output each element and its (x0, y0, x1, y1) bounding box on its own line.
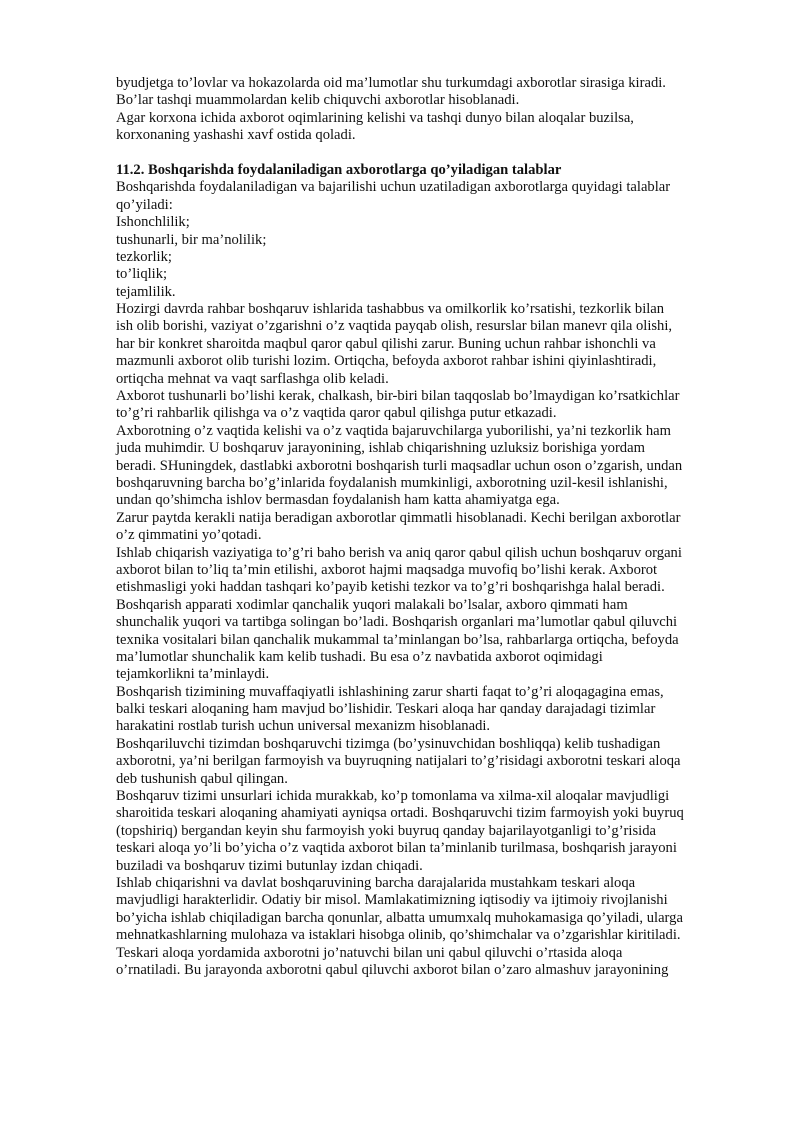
text-line: axborotni, ya’ni berilgan farmoyish va buyruqning natijalari to’g’risidagi axborotni teskari aloqa (116, 753, 681, 770)
text-line: juda muhimdir. U boshqaruv jarayonining, ishlab chiqarishning uzluksiz borishiga yordam (116, 440, 645, 457)
text-line: Axborot tushunarli bo’lishi kerak, chalkash, bir-biri bilan taqqoslab bo’lmaydigan ko’rsatkichlar (116, 388, 680, 405)
text-line: Teskari aloqa yordamida axborotni jo’natuvchi bilan uni qabul qiluvchi o’rtasida aloqa (116, 944, 623, 961)
requirement-item: Ishonchlilik; (116, 214, 190, 231)
text-line: texnika vositalari bilan qanchalik mukammal ta’minlangan bo’lsa, rahbarlarga ortiqcha, befoyda (116, 631, 679, 648)
text-line: Zarur paytda kerakli natija beradigan axborotlar qimmatli hisoblanadi. Kechi berilgan axborotlar (116, 509, 681, 526)
text-line: Boshqarish apparati xodimlar qanchalik yuqori malakali bo’lsalar, axboro qimmati ham (116, 596, 628, 613)
document-page (116, 75, 792, 997)
text-line: undan qo’shimcha ishlov bermasdan foydalanish ham katta ahamiyatga ega. (116, 492, 560, 509)
text-line: tejamkorlikni ta’minlaydi. (116, 666, 270, 683)
text-line: etishmasligi yoki haddan tashqari ko’payib ketishi tezkor va to’g’ri boshqarishga halal beradi. (116, 579, 665, 596)
text-line: har bir konkret sharoitda maqbul qaror qabul qilishi zarur. Buning uchun rahbar ishonchli va (116, 335, 656, 352)
text-line: axborot bilan to’liq ta’min etilishi, axborot hajmi maqsadga muvofiq bo’lishi kerak. Axborot (116, 561, 658, 578)
requirement-item: tejamlilik. (116, 283, 176, 300)
text-line: mehnatkashlarning mulohaza va istaklari hisobga olinib, qo’shimchalar va o’zgarishlar kiritiladi. (116, 927, 681, 944)
text-line: teskari aloqa yo’li bo’yicha o’z vaqtida axborot bilan ta’minlanib turilmasa, boshqarish jarayoni (116, 840, 677, 857)
text-line: byudjetga to’lovlar va hokazolarda oid ma’lumotlar shu turkumdagi axborotlar sirasiga kiradi. (116, 75, 666, 91)
blank-line (116, 145, 792, 162)
text-line: shunchalik yuqori va tartibga solingan bo’ladi. Boshqarish organlari ma’lumotlar qabul qiluvchi (116, 614, 678, 631)
text-line: sharoitida teskari aloqaning ahamiyati ayniqsa ortadi. Boshqaruvchi tizim farmoyish yoki buyruq (116, 805, 684, 822)
text-line: Axborotning o’z vaqtida kelishi va o’z vaqtida bajaruvchilarga yuborilishi, ya’ni tezkorlik ham (116, 422, 671, 439)
text-line: Hozirgi davrda rahbar boshqaruv ishlarida tashabbus va omilkorlik ko’rsatishi, tezkorlik bilan (116, 301, 665, 318)
section-heading: 11.2. Boshqarishda foydalaniladigan axborotlarga qo’yiladigan talablar (116, 161, 562, 178)
text-line: qo’yiladi: (116, 196, 173, 213)
text-line: mazmunli axborot olib turishi lozim. Ortiqcha, befoyda axborot rahbar ishini qiyinlashtiradi, (116, 353, 657, 370)
text-line: boshqaruvning barcha bo’g’inlarida foydalanish mumkinligi, axborotning uzil-kesil ishlanishi, (116, 474, 668, 491)
text-line: o’rnatiladi. Bu jarayonda axborotni qabul qiluvchi axborot bilan o’zaro almashuv jarayonining (116, 961, 669, 978)
text-line: Boshqarish tizimining muvaffaqiyatli ishlashining zarur sharti faqat to’g’ri aloqagagina emas, (116, 683, 664, 700)
text-line: korxonaning yashashi xavf ostida qoladi. (116, 127, 356, 144)
text-line: Agar korxona ichida axborot oqimlarining kelishi va tashqi dunyo bilan aloqalar buzilsa, (116, 109, 634, 126)
text-line: beradi. SHuningdek, dastlabki axborotni boshqarish turli maqsadlar uchun oson o’zgarish, undan (116, 457, 683, 474)
text-line: o’z qimmatini yo’qotadi. (116, 527, 262, 544)
text-line: bo’yicha ishlab chiqiladigan barcha qonunlar, albatta umumxalq muhokamasiga qo’yiladi, ularga (116, 909, 683, 926)
text-line: deb tushunish qabul qilingan. (116, 770, 288, 787)
text-line: balki teskari aloqaning ham mavjud bo’lishidir. Teskari aloqa har qanday darajadagi tizimlar (116, 701, 656, 718)
text-line: ish olib borishi, vaziyat o’zgarishni o’z vaqtida payqab olish, resurslar bilan manevr qila olishi, (116, 318, 673, 335)
text-line (116, 979, 792, 996)
text-line: Bo’lar tashqi muammolardan kelib chiquvchi axborotlar hisoblanadi. (116, 92, 520, 109)
requirement-item: tushunarli, bir ma’nolilik; (116, 231, 267, 248)
text-line: buziladi va boshqaruv tizimi butunlay izdan chiqadi. (116, 857, 423, 874)
text-line: Boshqarishda foydalaniladigan va bajarilishi uchun uzatiladigan axborotlarga quyidagi talablar (116, 179, 671, 196)
text-line: Boshqaruv tizimi unsurlari ichida murakkab, ko’p tomonlama va xilma-xil aloqalar mavjudligi (116, 788, 670, 805)
text-line: (topshiriq) bergandan keyin shu farmoyish yoki buyruq qanday bajarilayotganligi to’g’risida (116, 822, 656, 839)
text-line: Boshqariluvchi tizimdan boshqaruvchi tizimga (bo’ysinuvchidan boshliqqa) kelib tushadigan (116, 735, 661, 752)
text-line: ortiqcha mehnat va vaqt sarflashga olib keladi. (116, 370, 389, 387)
text-line: Ishlab chiqarishni va davlat boshqaruvining barcha darajalarida mustahkam teskari aloqa (116, 874, 636, 891)
text-line: ma’lumotlar shunchalik kam kelib tushadi. Bu esa o’z navbatida axborot oqimidagi (116, 648, 603, 665)
text-line: to’g’ri rahbarlik qilishga va o’z vaqtida qaror qabul qilishga putur etkazadi. (116, 405, 557, 422)
text-line: Ishlab chiqarish vaziyatiga to’g’ri baho berish va aniq qaror qabul qilish uchun boshqaruv organi (116, 544, 682, 561)
text-line: harakatini rostlab turish uchun universal mexanizm hisoblanadi. (116, 718, 491, 735)
requirement-item: tezkorlik; (116, 248, 172, 265)
requirement-item: to’liqlik; (116, 266, 168, 283)
text-line: mavjudligi harakterlidir. Odatiy bir misol. Mamlakatimizning iqtisodiy va ijtimoiy rivojlanishi (116, 892, 668, 909)
